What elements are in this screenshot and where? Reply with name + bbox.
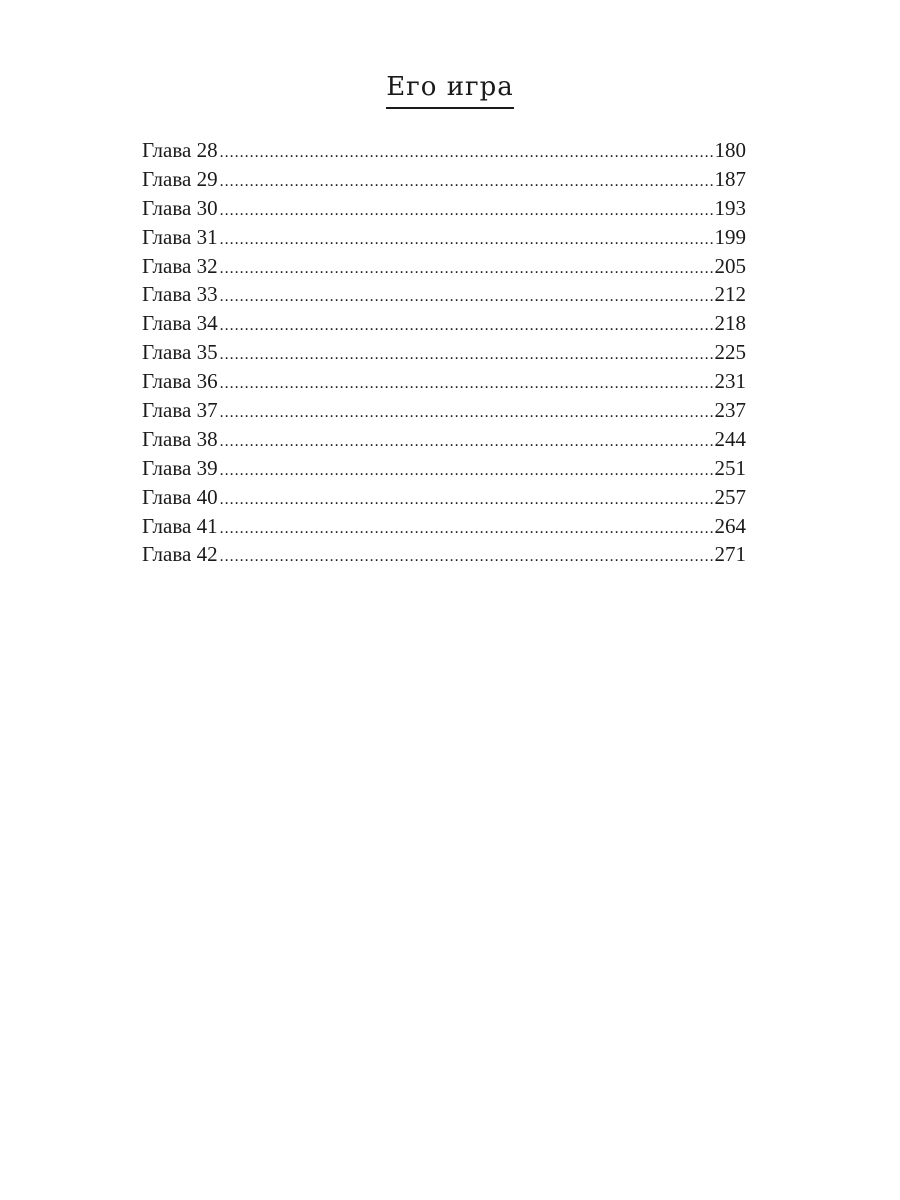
toc-entry-label: Глава 36	[142, 369, 218, 394]
toc-entry[interactable]	[142, 194, 746, 223]
toc-entry-label: Глава 42	[142, 542, 218, 567]
toc-dot-leader	[220, 283, 713, 309]
table-of-contents	[142, 136, 746, 569]
toc-entry[interactable]	[142, 223, 746, 252]
toc-entry[interactable]	[142, 483, 746, 512]
toc-entry-label: Глава 28	[142, 138, 218, 162]
toc-entry[interactable]	[142, 280, 746, 309]
toc-entry-page: 218	[714, 311, 746, 336]
toc-entry-page: 231	[714, 369, 746, 394]
toc-entry[interactable]	[142, 367, 746, 396]
toc-entry[interactable]	[142, 338, 746, 367]
toc-dot-leader	[220, 226, 713, 252]
toc-entry-label: Глава 39	[142, 455, 218, 480]
toc-dot-leader	[220, 168, 713, 194]
toc-entry-label: Глава 40	[142, 484, 218, 509]
toc-entry-label: Глава 38	[142, 426, 218, 451]
toc-entry-label: Глава 41	[142, 513, 218, 538]
toc-dot-leader	[220, 370, 713, 396]
toc-entry-page: 225	[714, 340, 746, 365]
toc-dot-leader	[220, 341, 713, 367]
toc-entry[interactable]	[142, 512, 746, 541]
toc-dot-leader	[220, 139, 713, 165]
toc-dot-leader	[220, 457, 713, 483]
toc-entry-page: 212	[714, 282, 746, 307]
toc-dot-leader	[220, 312, 713, 338]
toc-entry-label: Глава 31	[142, 224, 218, 249]
toc-dot-leader	[220, 255, 713, 281]
toc-entry-page: 244	[714, 426, 746, 451]
toc-entry-label: Глава 34	[142, 311, 218, 336]
toc-entry-label: Глава 37	[142, 398, 218, 423]
toc-entry-page: 237	[714, 398, 746, 423]
toc-entry-page: 271	[714, 542, 746, 567]
toc-dot-leader	[220, 399, 713, 425]
toc-entry[interactable]	[142, 136, 746, 165]
toc-entry[interactable]	[142, 165, 746, 194]
toc-entry-page: 193	[714, 195, 746, 220]
toc-entry-label: Глава 33	[142, 282, 218, 307]
toc-dot-leader	[220, 197, 713, 223]
toc-entry-label: Глава 32	[142, 253, 218, 278]
toc-dot-leader	[220, 543, 713, 569]
toc-entry-page: 199	[714, 224, 746, 249]
title-container	[0, 70, 900, 109]
toc-entry-label: Глава 29	[142, 166, 218, 191]
toc-entry-label: Глава 30	[142, 195, 218, 220]
toc-entry[interactable]	[142, 540, 746, 569]
toc-entry-page: 205	[714, 253, 746, 278]
toc-dot-leader	[220, 486, 713, 512]
toc-entry-page: 187	[714, 166, 746, 191]
page-title: Его игра	[386, 70, 514, 109]
toc-entry[interactable]	[142, 425, 746, 454]
toc-dot-leader	[220, 515, 713, 541]
toc-entry-page: 251	[714, 455, 746, 480]
toc-entry-page: 257	[714, 484, 746, 509]
toc-entry[interactable]	[142, 396, 746, 425]
toc-entry[interactable]	[142, 252, 746, 281]
toc-entry-page: 180	[714, 138, 746, 162]
toc-entry[interactable]	[142, 309, 746, 338]
toc-entry[interactable]	[142, 454, 746, 483]
toc-dot-leader	[220, 428, 713, 454]
toc-entry-page: 264	[714, 513, 746, 538]
toc-entry-label: Глава 35	[142, 340, 218, 365]
